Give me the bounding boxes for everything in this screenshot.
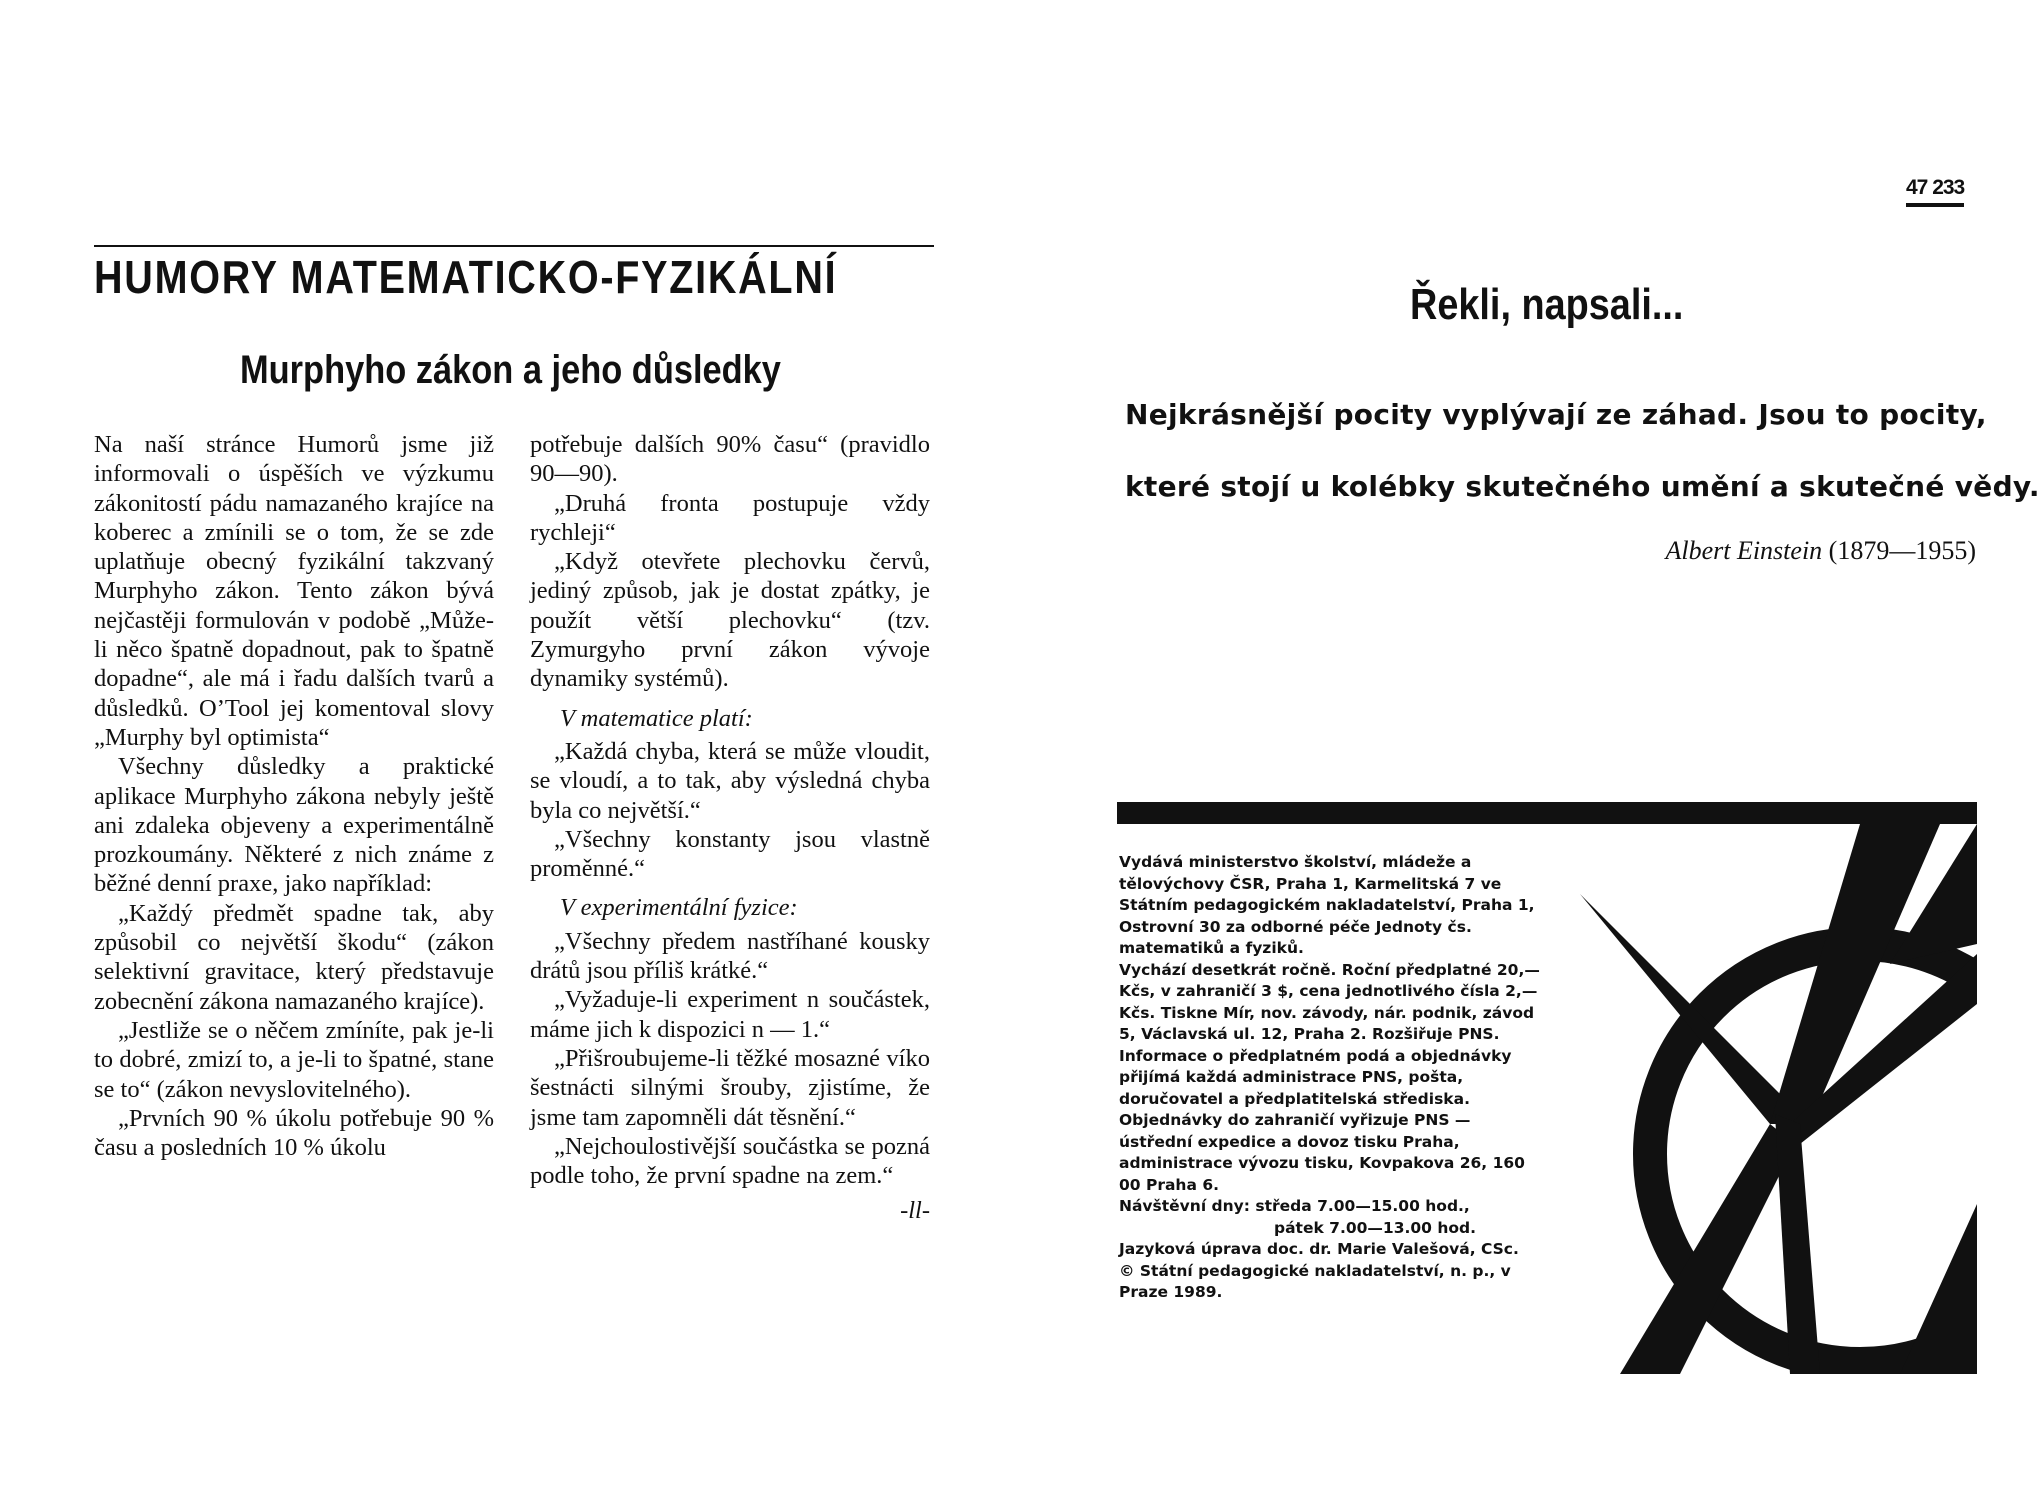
paragraph: „Přišroubujeme-li těžké mosazné víko šestnácti silnými šrouby, zjistíme, že jsme tam zapomněli dát těsnění.“ [530, 1044, 930, 1131]
paragraph: „Druhá fronta postupuje vždy rychleji“ [530, 489, 930, 546]
imprint-paragraph: Vychází desetkrát ročně. Roční předplatné 20,— Kčs, v zahraničí 3 $, cena jednotlivého čísla 2,— Kčs. Tiskne Mír, nov. závody, nár. podnik, závod 5, Václavská ul. 12, Praha 2. Rozšiřuje PNS. Informace o předplatném podá a objednávky přijímá každá administrace PNS, pošta, doručovatel a předplatitelská střediska. Objednávky do zahraničí vyřizuje PNS — ústřední expedice a dovoz tisku Praha, administrace vývozu tisku, Kovpakova 26, 160 00 Praha 6. [1119, 960, 1540, 1194]
imprint [1119, 852, 1549, 1304]
paragraph: „Vyžaduje-li experiment n součástek, máme jich k dispozici n — 1.“ [530, 986, 930, 1043]
paragraph: „Všechny konstanty jsou vlastně proměnné.“ [530, 825, 930, 883]
paragraph: „Nejchoulostivější součástka se pozná podle toho, že první spadne na zem.“ [530, 1132, 930, 1190]
quote-heading: Řekli, napsali... [1410, 280, 1684, 329]
quote-line: které stojí u kolébky skutečného umění a skutečné vědy. [1125, 470, 2040, 503]
article-column-2 [530, 430, 930, 1226]
section-title: HUMORY MATEMATICKO-FYZIKÁLNÍ [94, 251, 838, 303]
subheading-math: V matematice platí: [560, 704, 753, 732]
imprint-paragraph: Návštěvní dny: středa 7.00—15.00 hod., [1119, 1197, 1470, 1215]
signature: -ll- [900, 1197, 930, 1225]
paragraph: „Každý předmět spadne tak, aby způsobil co největší škodu“ (zákon selektivní gravitace, který představuje zobecnění zákona namazaného krajíce). [94, 899, 494, 1015]
paragraph: „Jestliže se o něčem zmíníte, pak je-li to dobré, zmizí to, a je-li to špatné, stane se to“ (zákon nevyslovitelného). [94, 1016, 494, 1103]
page-number: 47 233 [1906, 176, 1964, 207]
paragraph: Všechny důsledky a praktické aplikace Murphyho zákona nebyly ještě ani zdaleka objeveny a experimentálně prozkoumány. Některé z nich známe z běžné denní praxe, jako například: [94, 753, 494, 898]
imprint-paragraph: Jazyková úprava doc. dr. Marie Valešová, CSc. [1119, 1240, 1519, 1258]
imprint-paragraph: pátek 7.00—13.00 hod. [1274, 1218, 1477, 1237]
subheading-physics: V experimentální fyzice: [560, 894, 798, 922]
imprint-paragraph: © Státní pedagogické nakladatelství, n. p., v Praze 1989. [1119, 1261, 1511, 1301]
paragraph: potřebuje dalších 90% času“ (pravidlo 90—90). [530, 431, 930, 488]
paragraph: „Každá chyba, která se může vloudit, se vloudí, a to tak, aby výsledná chyba byla co největší.“ [530, 737, 930, 824]
paragraph: „Prvních 90 % úkolu potřebuje 90 % času a posledních 10 % úkolu [94, 1104, 494, 1162]
quote-author [1665, 536, 1976, 566]
article-title: Murphyho zákon a jeho důsledky [240, 348, 781, 392]
article-column-1 [94, 430, 494, 1162]
quote-line: Nejkrásnější pocity vyplývají ze záhad. Jsou to pocity, [1125, 398, 1987, 431]
author-years: (1879—1955) [1828, 536, 1976, 565]
author-name: Albert Einstein [1665, 536, 1823, 565]
paragraph: „Všechny předem nastříhané kousky drátů jsou příliš krátké.“ [530, 927, 930, 985]
imprint-paragraph: Vydává ministerstvo školství, mládeže a tělovýchovy ČSR, Praha 1, Karmelitská 7 ve Státním pedagogickém nakladatelství, Praha 1, Ostrovní 30 za odborné péče Jednoty čs. matematiků a fyziků. [1119, 853, 1535, 957]
paragraph: Na naší stránce Humorů jsme již informovali o úspěších ve výzkumu zákonitostí pádu namazaného krajíce na koberec a zmínili se o tom, že se zde uplatňuje obecný fyzikální takzvaný Murphyho zákon. Tento zákon bývá nejčastěji formulován v podobě „Může-li něco špatně dopadnout, pak to špatně dopadne“, ale má i řadu dalších tvarů a důsledků. O’Tool jej komentoval slovy „Murphy byl optimista“ [94, 431, 494, 751]
imprint-bar [1117, 802, 1977, 824]
paragraph: „Když otevřete plechovku červů, jediný způsob, jak je dostat zpátky, je použít větší plechovku“ (tzv. Zymurgyho první zákon vývoje dynamiky systémů). [530, 548, 930, 693]
decorative-ornament [1560, 824, 1977, 1374]
top-rule [94, 245, 934, 247]
